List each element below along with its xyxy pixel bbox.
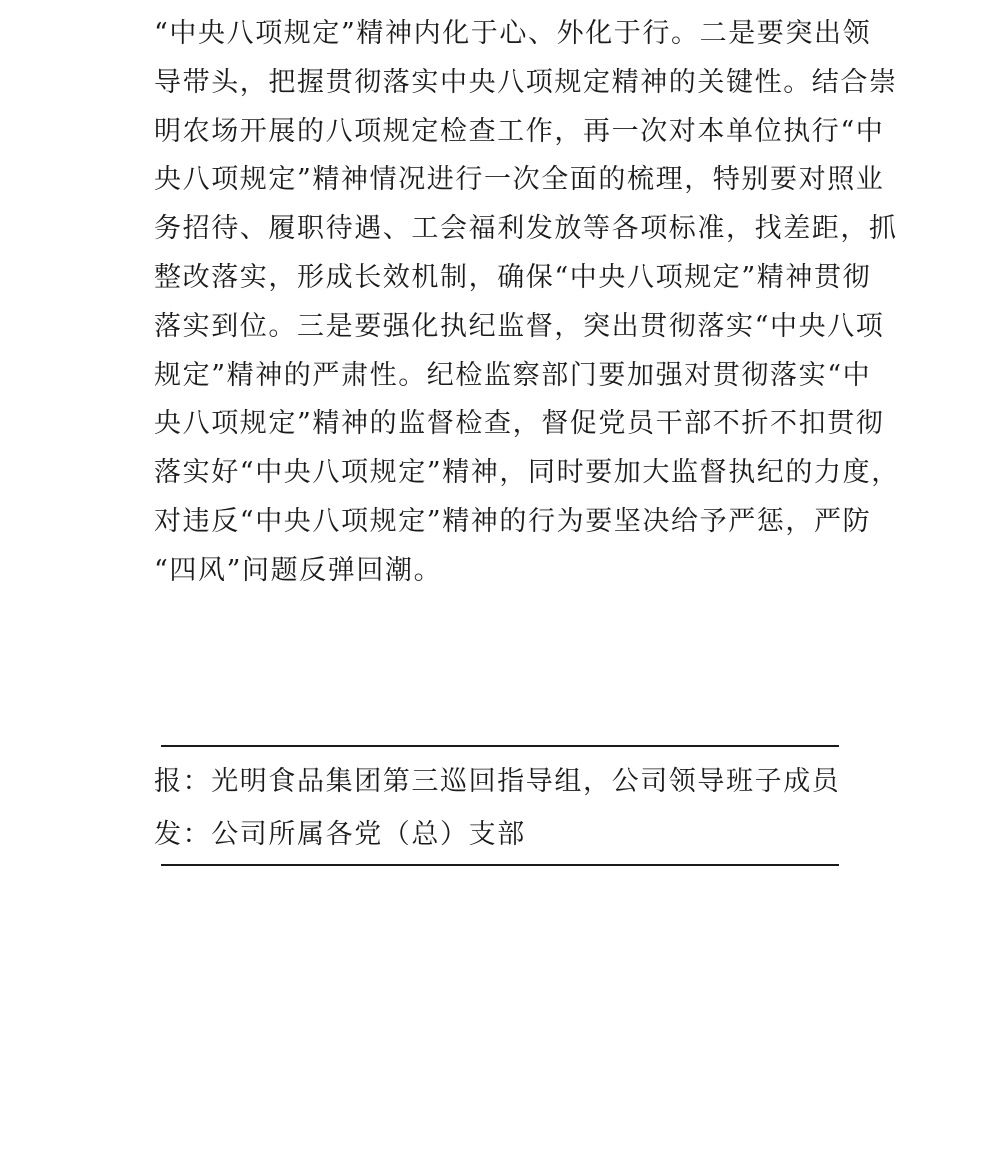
- body-line: 央八项规定”精神的监督检查，督促党员干部不折不扣贯彻: [154, 408, 885, 440]
- body-line: 落实好“中央八项规定”精神，同时要加大监督执纪的力度，: [154, 457, 900, 489]
- distribution-top-rule: [161, 745, 839, 747]
- report-to-line: 报：光明食品集团第三巡回指导组，公司领导班子成员: [154, 766, 841, 797]
- body-line: 整改落实，形成长效机制，确保“中央八项规定”精神贯彻: [154, 261, 872, 293]
- body-line: “四风”问题反弹回潮。: [154, 554, 443, 586]
- body-line: “中央八项规定”精神内化于心、外化于行。二是要突出领: [154, 18, 872, 49]
- body-line: 央八项规定”精神情况进行一次全面的梳理，特别要对照业: [154, 164, 885, 196]
- body-line: 规定”精神的严肃性。纪检监察部门要加强对贯彻落实“中: [154, 359, 872, 391]
- body-line: 对违反“中央八项规定”精神的行为要坚决给予严惩，严防: [154, 505, 872, 537]
- body-line: 落实到位。三是要强化执纪监督，突出贯彻落实“中央八项: [154, 310, 885, 342]
- copy-to-line: 发：公司所属各党（总）支部: [154, 819, 526, 850]
- body-paragraph: [154, 10, 900, 596]
- distribution-bottom-rule: [161, 864, 839, 866]
- body-line: 导带头，把握贯彻落实中央八项规定精神的关键性。结合崇: [154, 66, 898, 98]
- body-line: 务招待、履职待遇、工会福利发放等各项标准，找差距，抓: [154, 213, 898, 245]
- body-line: 明农场开展的八项规定检查工作，再一次对本单位执行“中: [154, 115, 885, 147]
